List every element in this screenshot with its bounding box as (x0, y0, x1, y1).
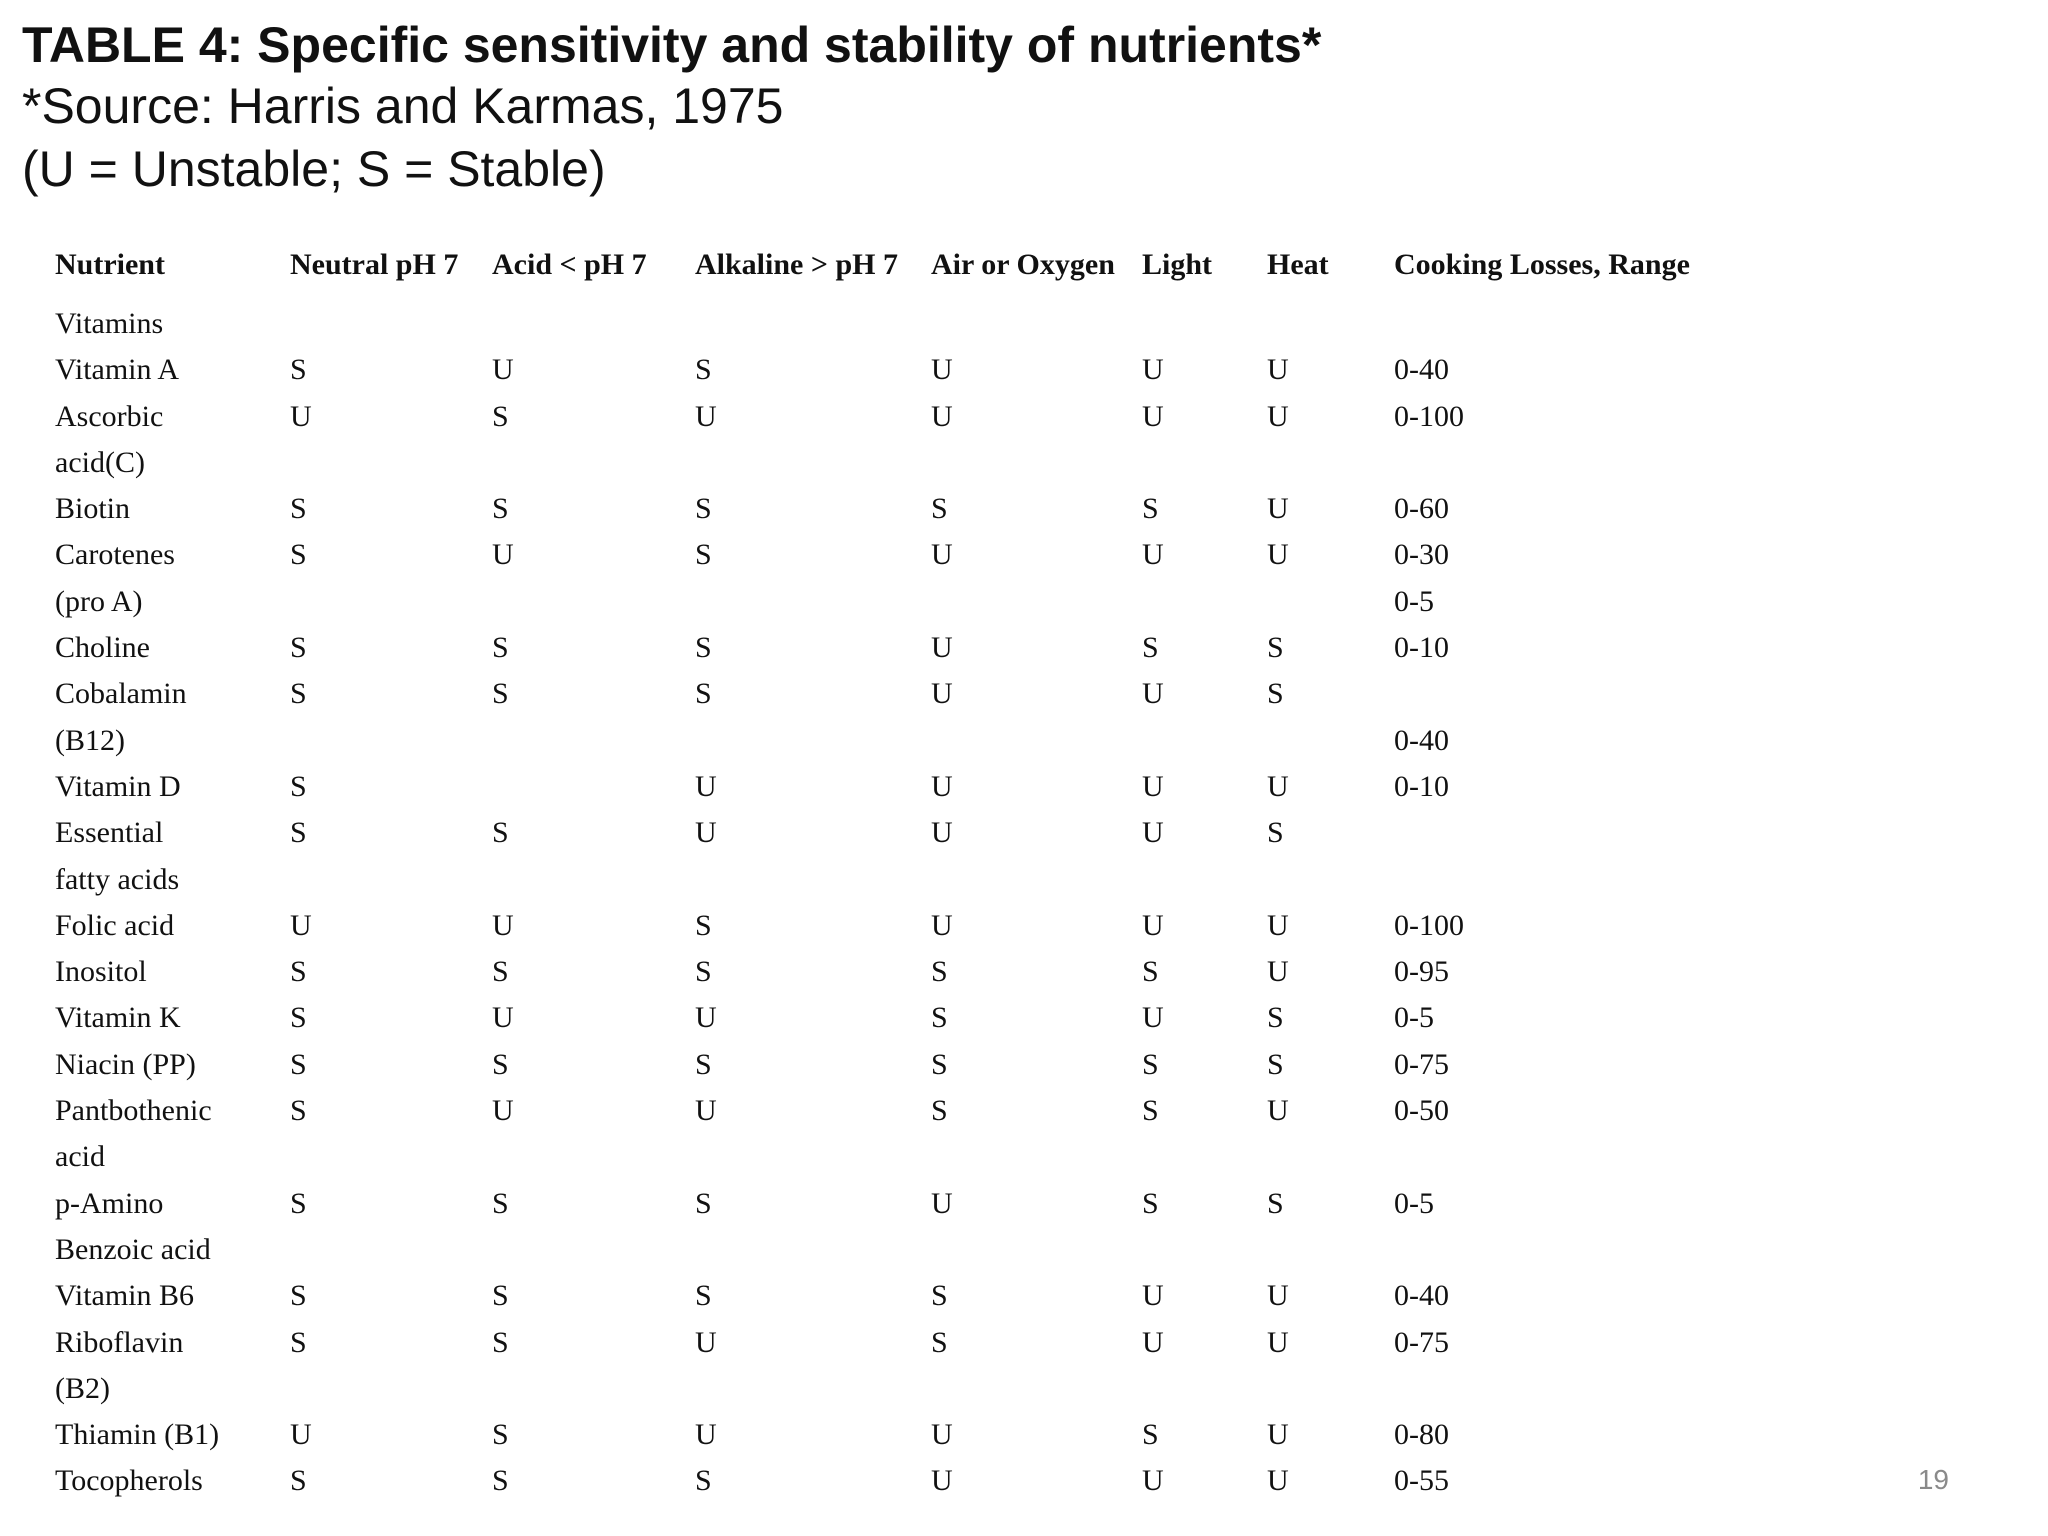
air-oxygen-cell: S (931, 1279, 948, 1313)
light-cell: U (1142, 538, 1164, 572)
cooking-losses-cell: 0-60 (1394, 492, 1449, 526)
cooking-losses-cell: 0-10 (1394, 631, 1449, 665)
air-oxygen-cell: U (931, 399, 953, 433)
nutrient-cell: Thiamin (B1) (55, 1418, 220, 1452)
neutral-ph-cell: S (290, 1325, 307, 1359)
neutral-ph-cell: S (290, 492, 307, 526)
nutrient-cell: Vitamin D (55, 769, 181, 803)
nutrient-cell: Folic acid (55, 908, 175, 942)
header-cooking-losses: Cooking Losses, Range (1394, 248, 1690, 281)
nutrient-cell: Vitamin A (55, 353, 180, 387)
air-oxygen-cell: U (931, 353, 953, 387)
light-cell: U (1142, 769, 1164, 803)
heat-cell: U (1267, 492, 1289, 526)
cooking-losses-cell: 0-30 (1394, 538, 1449, 572)
light-cell: U (1142, 1325, 1164, 1359)
cooking-losses-cell: 0-40 (1394, 723, 1449, 757)
alkaline-cell: S (695, 538, 712, 572)
air-oxygen-cell: U (931, 908, 953, 942)
neutral-ph-cell: S (290, 631, 307, 665)
alkaline-cell: U (695, 769, 717, 803)
nutrient-cell: (B12) (55, 723, 125, 757)
light-cell: S (1142, 1094, 1159, 1128)
nutrient-cell: Tocopherols (55, 1464, 203, 1498)
cooking-losses-cell: 0-95 (1394, 955, 1449, 989)
cooking-losses-cell: 0-5 (1394, 1001, 1434, 1035)
air-oxygen-cell: S (931, 492, 948, 526)
alkaline-cell: S (695, 1279, 712, 1313)
cooking-losses-cell: 0-10 (1394, 769, 1449, 803)
alkaline-cell: S (695, 677, 712, 711)
heat-cell: U (1267, 1279, 1289, 1313)
nutrient-cell: Pantbothenic (55, 1094, 212, 1128)
neutral-ph-cell: U (290, 908, 312, 942)
air-oxygen-cell: S (931, 1047, 948, 1081)
alkaline-cell: S (695, 492, 712, 526)
air-oxygen-cell: S (931, 955, 948, 989)
acid-cell: U (492, 908, 514, 942)
light-cell: S (1142, 1186, 1159, 1220)
acid-cell: U (492, 1001, 514, 1035)
neutral-ph-cell: S (290, 1094, 307, 1128)
air-oxygen-cell: S (931, 1094, 948, 1128)
header-light: Light (1142, 248, 1213, 281)
air-oxygen-cell: U (931, 631, 953, 665)
nutrient-cell: (pro A) (55, 584, 143, 618)
heat-cell: S (1267, 1186, 1284, 1220)
stability-legend: (U = Unstable; S = Stable) (22, 141, 606, 197)
neutral-ph-cell: S (290, 1047, 307, 1081)
heat-cell: U (1267, 1094, 1289, 1128)
acid-cell: U (492, 1094, 514, 1128)
nutrient-cell: Vitamin K (55, 1001, 181, 1035)
light-cell: S (1142, 955, 1159, 989)
alkaline-cell: U (695, 1325, 717, 1359)
nutrient-cell: Vitamins (55, 307, 164, 340)
heat-cell: U (1267, 1464, 1289, 1498)
alkaline-cell: S (695, 1047, 712, 1081)
cooking-losses-cell: 0-55 (1394, 1464, 1449, 1498)
air-oxygen-cell: S (931, 1001, 948, 1035)
air-oxygen-cell: U (931, 816, 953, 850)
header-heat: Heat (1267, 248, 1329, 281)
nutrient-cell: Choline (55, 631, 150, 665)
header-air-oxygen: Air or Oxygen (931, 248, 1115, 281)
nutrient-cell: Carotenes (55, 538, 175, 572)
light-cell: S (1142, 631, 1159, 665)
cooking-losses-cell: 0-80 (1394, 1418, 1449, 1452)
acid-cell: S (492, 492, 509, 526)
heat-cell: U (1267, 1325, 1289, 1359)
cooking-losses-cell: 0-100 (1394, 908, 1464, 942)
heat-cell: S (1267, 631, 1284, 665)
neutral-ph-cell: S (290, 816, 307, 850)
nutrient-cell: Biotin (55, 492, 131, 526)
neutral-ph-cell: U (290, 399, 312, 433)
light-cell: S (1142, 492, 1159, 526)
slide-title: TABLE 4: Specific sensitivity and stability of nutrients* (22, 17, 1322, 73)
cooking-losses-cell: 0-100 (1394, 399, 1464, 433)
cooking-losses-cell: 0-5 (1394, 1186, 1434, 1220)
neutral-ph-cell: S (290, 1279, 307, 1313)
heat-cell: U (1267, 353, 1289, 387)
heat-cell: U (1267, 538, 1289, 572)
cooking-losses-cell: 0-75 (1394, 1325, 1449, 1359)
heat-cell: S (1267, 677, 1284, 711)
air-oxygen-cell: S (931, 1325, 948, 1359)
acid-cell: S (492, 816, 509, 850)
neutral-ph-cell: S (290, 1001, 307, 1035)
nutrient-cell: Ascorbic (55, 399, 164, 433)
cooking-losses-cell: 0-40 (1394, 353, 1449, 387)
alkaline-cell: S (695, 908, 712, 942)
light-cell: U (1142, 1279, 1164, 1313)
light-cell: U (1142, 1464, 1164, 1498)
neutral-ph-cell: S (290, 955, 307, 989)
air-oxygen-cell: U (931, 1418, 953, 1452)
header-nutrient: Nutrient (55, 248, 165, 281)
alkaline-cell: U (695, 1094, 717, 1128)
light-cell: S (1142, 1047, 1159, 1081)
nutrient-cell: acid (55, 1140, 105, 1174)
acid-cell: S (492, 631, 509, 665)
alkaline-cell: U (695, 1001, 717, 1035)
acid-cell: S (492, 1279, 509, 1313)
heat-cell: S (1267, 1001, 1284, 1035)
neutral-ph-cell: S (290, 1186, 307, 1220)
alkaline-cell: U (695, 816, 717, 850)
nutrient-cell: (B2) (55, 1371, 110, 1405)
header-acid: Acid < pH 7 (492, 248, 647, 281)
alkaline-cell: U (695, 1418, 717, 1452)
cooking-losses-cell: 0-50 (1394, 1094, 1449, 1128)
cooking-losses-cell: 0-40 (1394, 1279, 1449, 1313)
nutrient-cell: Niacin (PP) (55, 1047, 196, 1081)
neutral-ph-cell: U (290, 1418, 312, 1452)
heat-cell: S (1267, 816, 1284, 850)
light-cell: U (1142, 816, 1164, 850)
nutrient-cell: p-Amino (55, 1186, 164, 1220)
nutrient-cell: Vitamin B6 (55, 1279, 195, 1313)
cooking-losses-cell: 0-5 (1394, 584, 1434, 618)
nutrient-cell: Essential (55, 816, 164, 850)
header-neutral-ph: Neutral pH 7 (290, 248, 459, 281)
light-cell: U (1142, 353, 1164, 387)
neutral-ph-cell: S (290, 538, 307, 572)
nutrient-cell: Benzoic acid (55, 1232, 211, 1266)
alkaline-cell: S (695, 955, 712, 989)
light-cell: U (1142, 677, 1164, 711)
acid-cell: S (492, 1418, 509, 1452)
nutrient-cell: Riboflavin (55, 1325, 184, 1359)
air-oxygen-cell: U (931, 1186, 953, 1220)
neutral-ph-cell: S (290, 769, 307, 803)
heat-cell: U (1267, 955, 1289, 989)
heat-cell: U (1267, 399, 1289, 433)
acid-cell: U (492, 538, 514, 572)
air-oxygen-cell: U (931, 769, 953, 803)
nutrient-cell: Inositol (55, 955, 147, 989)
heat-cell: U (1267, 769, 1289, 803)
neutral-ph-cell: S (290, 353, 307, 387)
source-citation: *Source: Harris and Karmas, 1975 (22, 78, 784, 134)
acid-cell: S (492, 1325, 509, 1359)
acid-cell: S (492, 677, 509, 711)
heat-cell: S (1267, 1047, 1284, 1081)
cooking-losses-cell: 0-75 (1394, 1047, 1449, 1081)
air-oxygen-cell: U (931, 538, 953, 572)
light-cell: U (1142, 908, 1164, 942)
alkaline-cell: U (695, 399, 717, 433)
light-cell: U (1142, 1001, 1164, 1035)
neutral-ph-cell: S (290, 1464, 307, 1498)
acid-cell: S (492, 955, 509, 989)
nutrient-cell: fatty acids (55, 862, 180, 896)
alkaline-cell: S (695, 353, 712, 387)
nutrient-cell: acid(C) (55, 445, 145, 479)
acid-cell: S (492, 1047, 509, 1081)
light-cell: U (1142, 399, 1164, 433)
air-oxygen-cell: U (931, 1464, 953, 1498)
air-oxygen-cell: U (931, 677, 953, 711)
light-cell: S (1142, 1418, 1159, 1452)
page-number: 19 (1917, 1464, 1949, 1495)
acid-cell: S (492, 1186, 509, 1220)
alkaline-cell: S (695, 1464, 712, 1498)
acid-cell: S (492, 1464, 509, 1498)
nutrient-cell: Cobalamin (55, 677, 187, 711)
neutral-ph-cell: S (290, 677, 307, 711)
acid-cell: S (492, 399, 509, 433)
heat-cell: U (1267, 1418, 1289, 1452)
alkaline-cell: S (695, 1186, 712, 1220)
acid-cell: U (492, 353, 514, 387)
alkaline-cell: S (695, 631, 712, 665)
header-alkaline: Alkaline > pH 7 (695, 248, 898, 281)
heat-cell: U (1267, 908, 1289, 942)
